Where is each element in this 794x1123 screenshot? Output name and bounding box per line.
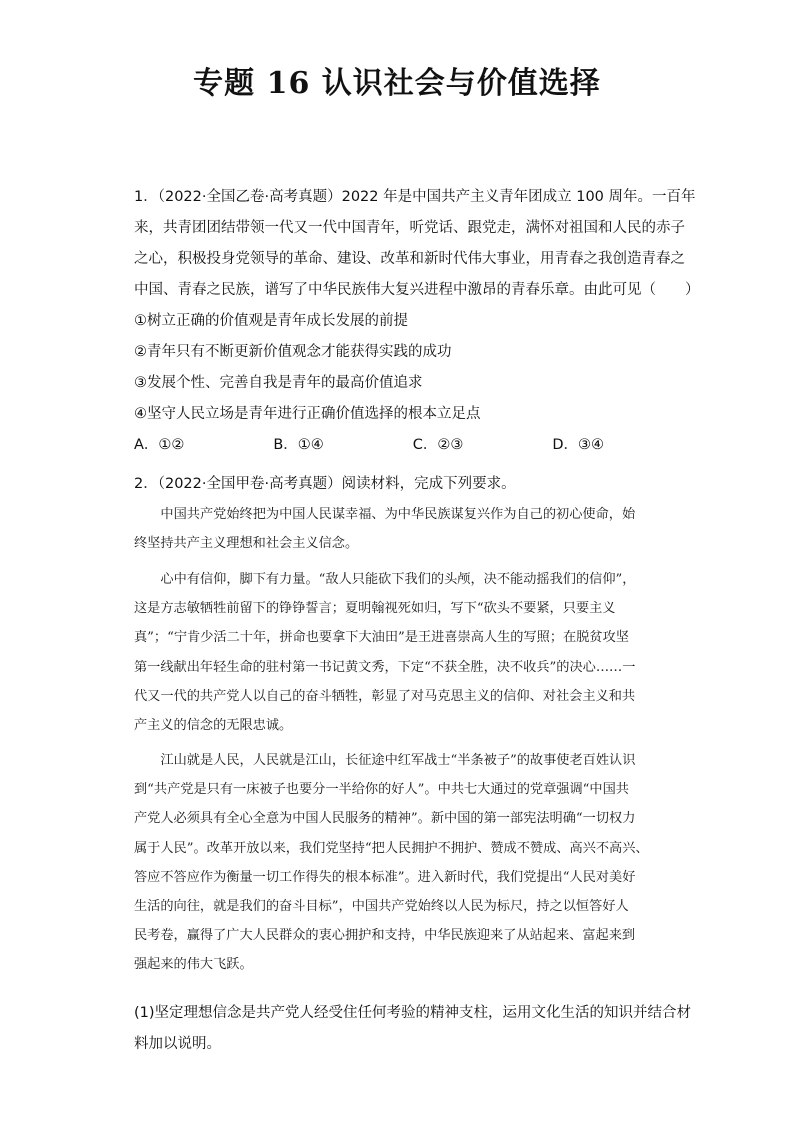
material-line: 心中有信仰，脚下有力量。“敌人只能砍下我们的头颅，决不能动摇我们的信仰”， [160,572,636,587]
material-line: 江山就是人民，人民就是江山，长征途中红军战士“半条被子”的故事使老百姓认识 [160,753,636,768]
material-paragraph-1 [134,500,664,558]
material-line: 民考卷，赢得了广大人民群众的衷心拥护和支持，中华民族迎来了从站起来、富起来到 [134,928,636,944]
material-line: 产党人必须具有全心全意为中国人民服务的精神”。新中国的第一部宪法明确“一切权力 [134,811,636,827]
question-1 [134,182,700,461]
material-line: 代又一代的共产党人以自己的奋斗牺牲，彰显了对马克思主义的信仰、对社会主义和共 [134,688,636,704]
material-line: 到“共产党是只有一床被子也要分一半给你的好人”。中共七大通过的党章强调“中国共 [134,782,629,798]
sub-question-line: 料加以说明。 [134,1036,221,1052]
option-c: C．②③ [412,437,464,453]
statement-3: ③发展个性、完善自我是青年的最高价值追求 [134,375,423,391]
material-line: 终坚持共产主义理想和社会主义信念。 [134,536,359,552]
option-d: D．③④ [552,437,604,453]
material-line: 第一线献出年轻生命的驻村第一书记黄文秀，下定“不获全胜，决不收兵”的决心……一 [134,659,636,675]
material-line: 产主义的信念的无限忠诚。 [134,718,293,734]
question-2-stem: 2．（2022·全国甲卷·高考真题）阅读材料，完成下列要求。 [134,476,516,492]
material-paragraph-2 [134,565,664,740]
statement-1: ①树立正确的价值观是青年成长发展的前提 [134,313,408,329]
statement-4: ④坚守人民立场是青年进行正确价值选择的根本立足点 [134,406,481,422]
material-line: 真”；“宁肯少活二十年，拼命也要拿下大油田”是王进喜崇高人生的写照；在脱贫攻坚 [134,630,629,646]
material-line: 强起来的伟大飞跃。 [134,957,253,973]
material-line: 属于人民”。改革开放以来，我们党坚持“把人民拥护不拥护、赞成不赞成、高兴不高兴、 [134,840,649,856]
material-line: 这是方志敏牺牲前留下的铮铮誓言；夏明翰视死如归，写下“砍头不要紧，只要主义 [134,601,616,617]
question-1-stem-line: 之心，积极投身党领导的革命、建设、改革和新时代伟大事业，用青春之我创造青春之 [134,251,685,267]
question-1-stem-line: 1．（2022·全国乙卷·高考真题）2022 年是中国共产主义青年团成立 100 周年。一百年 [134,189,696,205]
material-line: 生活的向往，就是我们的奋斗目标”，中国共产党始终以人民为标尺，持之以恒答好人 [134,899,629,915]
option-a: A．①② [134,437,185,453]
material-paragraph-3 [134,746,664,980]
statement-2: ②青年只有不断更新价值观念才能获得实践的成功 [134,344,452,360]
answer-options [134,430,604,461]
material-line: 中国共产党始终把为中国人民谋幸福、为中华民族谋复兴作为自己的初心使命，始 [160,507,636,522]
question-1-stem-line: 来，共青团团结带领一代又一代中国青年，听党话、跟党走，满怀对祖国和人民的赤子 [134,220,685,236]
question-1-stem-line: 中国、青春之民族，谱写了中华民族伟大复兴进程中激昂的青春乐章。由此可见（ ） [134,282,700,298]
option-b: B．①④ [273,437,324,453]
sub-question-1 [134,998,692,1060]
material-line: 答应不答应作为衡量一切工作得失的根本标准”。进入新时代，我们党提出“人民对美好 [134,869,636,885]
page-title: 专题 16 认识社会与价值选择 [193,66,601,101]
sub-question-line: (1)坚定理想信念是共产党人经受住任何考验的精神支柱，运用文化生活的知识并结合材 [134,1005,692,1021]
question-2 [134,469,664,500]
